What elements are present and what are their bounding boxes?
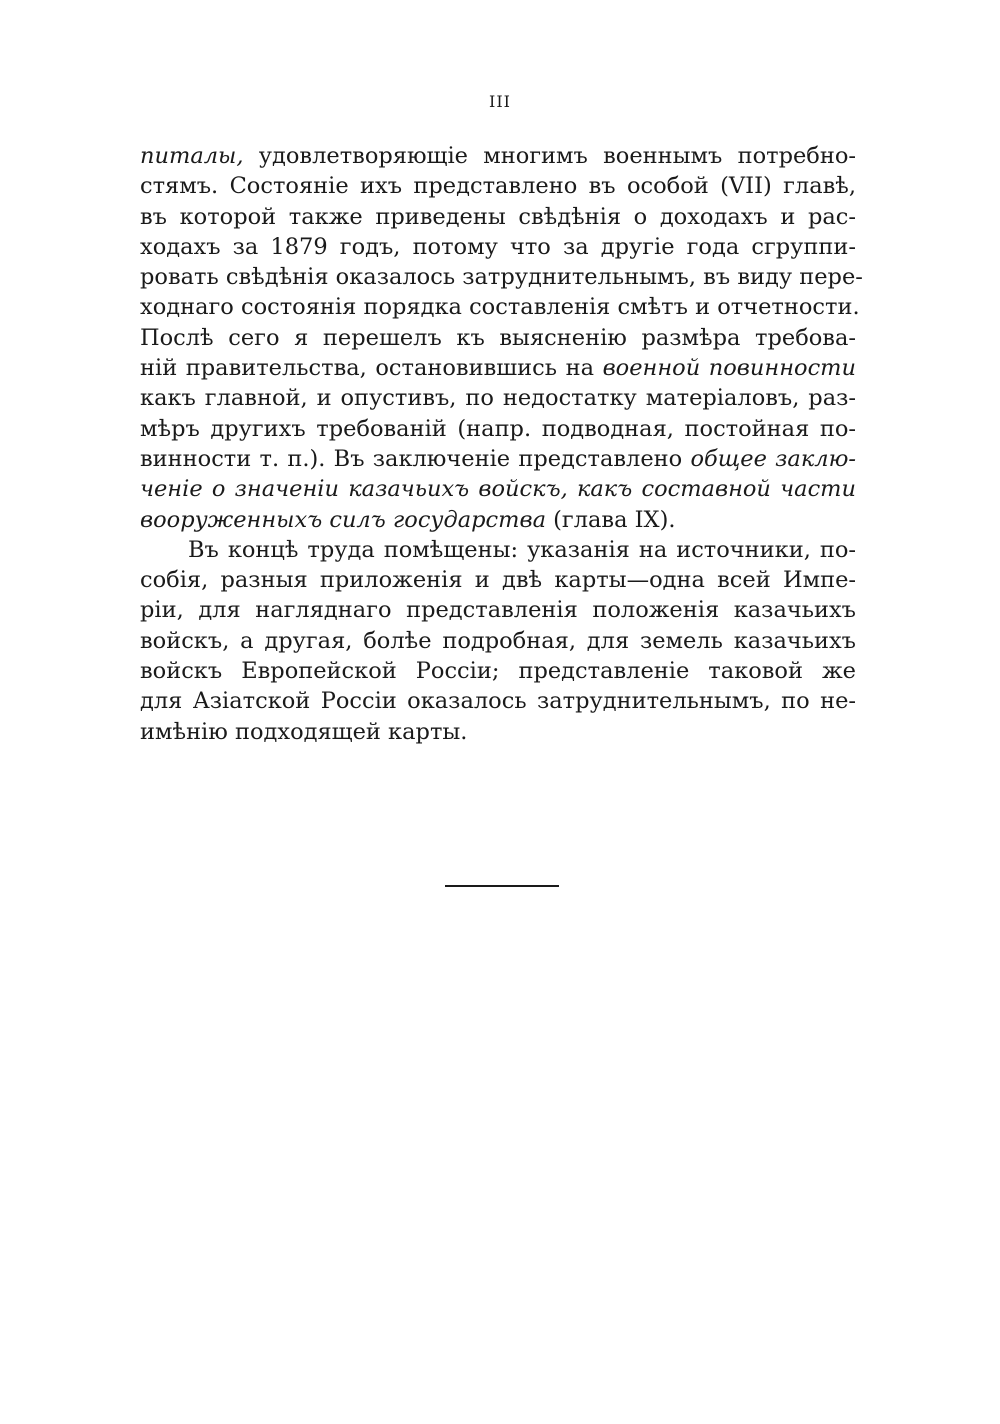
text-segment: имѣнію подходящей карты. — [140, 718, 468, 745]
text-segment: стямъ. Состояніе ихъ представлено въ особой (VII) главѣ, — [140, 173, 856, 200]
text-line — [140, 505, 856, 535]
text-line — [140, 474, 856, 504]
paragraph-2 — [140, 535, 856, 747]
text-line — [140, 141, 856, 171]
text-line — [140, 626, 856, 656]
text-line — [140, 656, 856, 686]
body-text — [140, 141, 863, 747]
text-segment: ріи, для нагляднаго представленія положенія казачьихъ — [140, 597, 856, 624]
text-segment: Послѣ сего я перешелъ къ выясненію размѣра требова- — [140, 324, 856, 351]
text-segment: въ которой также приведены свѣдѣнія о доходахъ и рас- — [140, 203, 856, 230]
text-line — [140, 202, 856, 232]
text-line — [140, 414, 856, 444]
text-segment: для Азіатской Россіи оказалось затруднительнымъ, по не- — [140, 688, 856, 715]
text-line — [140, 595, 856, 625]
text-segment: ходахъ за 1879 годъ, потому что за другіе года сгруппи- — [140, 233, 856, 260]
text-line — [140, 353, 856, 383]
text-line — [140, 686, 856, 716]
text-line — [140, 323, 856, 353]
paragraph-1 — [140, 141, 863, 535]
text-segment: собія, разныя приложенія и двѣ карты—одна всей Импе- — [140, 567, 856, 594]
text-segment: войскъ Европейской Россіи; представленіе таковой же — [140, 658, 856, 685]
text-line — [140, 444, 856, 474]
italic-text-segment: общее заклю- — [690, 445, 856, 472]
text-segment: ній правительства, остановившись на — [140, 355, 603, 382]
italic-text-segment: вооруженныхъ силъ государства — [140, 506, 546, 533]
italic-text-segment: военной повинности — [602, 355, 856, 382]
text-line — [140, 717, 856, 747]
text-segment: какъ главной, и опустивъ, по недостатку матеріаловъ, раз- — [140, 385, 856, 412]
text-segment: (глава IX). — [546, 506, 676, 533]
text-line — [140, 565, 856, 595]
text-line — [140, 262, 863, 292]
section-divider-rule — [445, 885, 559, 887]
text-segment: Въ концѣ труда помѣщены: указанія на источники, по- — [188, 536, 856, 563]
text-segment: винности т. п.). Въ заключеніе представлено — [140, 445, 691, 472]
text-segment: ходнаго состоянія порядка составленія смѣтъ и отчетности. — [140, 294, 860, 321]
italic-text-segment: ченіе о значеніи казачьихъ войскъ, какъ составной части — [140, 476, 856, 503]
text-line — [140, 535, 856, 565]
italic-text-segment: питалы, — [140, 143, 244, 169]
text-segment: ровать свѣдѣнія оказалось затруднительнымъ, въ виду пере- — [140, 264, 863, 291]
text-line — [140, 232, 856, 262]
text-line — [140, 292, 860, 322]
text-line — [140, 383, 856, 413]
text-segment: удовлетворяющіе многимъ военнымъ потребно- — [243, 143, 856, 169]
text-line — [140, 171, 856, 201]
text-segment: мѣръ другихъ требованій (напр. подводная, постойная по- — [140, 415, 856, 442]
text-segment: войскъ, а другая, болѣе подробная, для земель казачьихъ — [140, 627, 856, 654]
page-number: III — [489, 92, 511, 111]
